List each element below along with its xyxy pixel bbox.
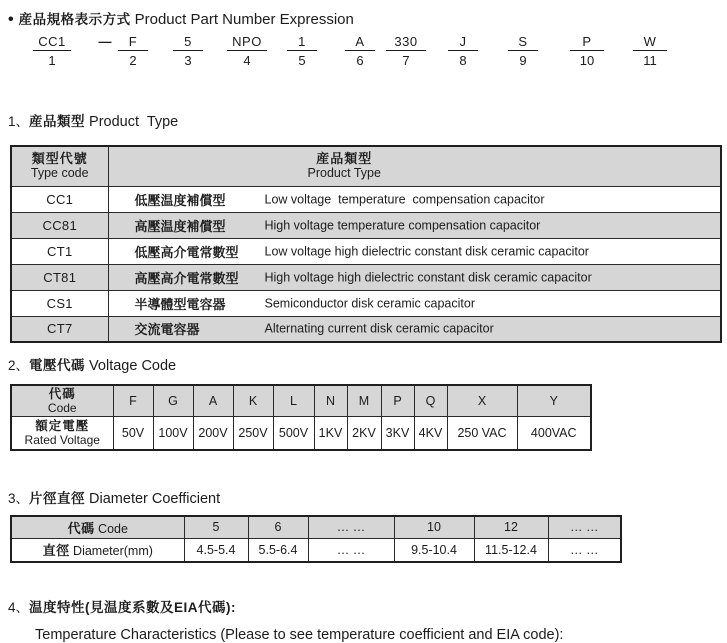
- dash-separator: —: [98, 34, 112, 49]
- part-code: P: [570, 34, 604, 51]
- voltage-code-cell: M: [347, 385, 381, 416]
- part-segment: [118, 34, 148, 68]
- part-position: 6: [356, 53, 364, 68]
- part-position: 1: [48, 53, 56, 68]
- part-code: A: [345, 34, 375, 51]
- section2-heading: [8, 357, 727, 375]
- type-name-en: High voltage temperature compensation capacitor: [264, 218, 541, 232]
- type-name-en: Alternating current disk ceramic capacitor: [264, 321, 494, 336]
- type-name-zh: 交流電容器: [134, 322, 200, 338]
- voltage-code-cell: F: [113, 385, 153, 416]
- rated-voltage-cell: 2KV: [347, 416, 381, 450]
- table-row: [11, 290, 721, 316]
- section2-heading-zh: 電壓代碼: [29, 358, 86, 373]
- diameter-value-cell: … …: [308, 538, 394, 562]
- table-row: [11, 238, 721, 264]
- part-code: J: [448, 34, 478, 51]
- diameter-code-label-zh: 代碼: [67, 520, 95, 536]
- diameter-value-cell: … …: [548, 538, 621, 562]
- diameter-value-cell: 5.5-6.4: [248, 538, 308, 562]
- diameter-code-label-cell: [11, 516, 184, 538]
- diameter-value-cell: 11.5-12.4: [474, 538, 548, 562]
- rated-voltage-cell: 4KV: [414, 416, 447, 450]
- part-segment: [227, 34, 267, 68]
- header-row: [11, 385, 591, 416]
- part-position: 10: [579, 53, 595, 68]
- type-name-en: High voltage high dielectric constant disk ceramic capacitor: [264, 270, 592, 284]
- part-segment: [33, 34, 71, 68]
- voltage-code-cell: N: [314, 385, 347, 416]
- product-type-header-en: Product Type: [307, 166, 381, 181]
- section4-heading: [8, 599, 727, 617]
- part-segment: [386, 34, 426, 68]
- part-position: 11: [643, 53, 657, 68]
- part-position: 8: [459, 53, 467, 68]
- code-label-cell: [11, 385, 113, 416]
- type-code-cell: CC81: [11, 212, 108, 238]
- product-type-cell: [108, 290, 721, 316]
- section4-heading-en: Temperature Characteristics (Please to see temperature coefficient and EIA code):: [35, 627, 564, 643]
- type-name-en: Semiconductor disk ceramic capacitor: [264, 296, 475, 310]
- voltage-code-cell: L: [273, 385, 314, 416]
- page-title: [0, 0, 727, 30]
- part-code: NPO: [227, 34, 267, 51]
- section-number: 2、: [8, 358, 30, 373]
- product-type-header-inner: [109, 151, 721, 181]
- part-position: 2: [129, 53, 137, 68]
- type-code-cell: CS1: [11, 290, 108, 316]
- header-row: [11, 516, 621, 538]
- section3-heading-en-text: Diameter Coefficient: [89, 491, 221, 507]
- table-row: [11, 316, 721, 342]
- product-type-table: [10, 145, 722, 343]
- rated-voltage-label-cell: [11, 416, 113, 450]
- diameter-code-label-en: Code: [94, 521, 128, 536]
- diameter-code-cell: … …: [308, 516, 394, 538]
- code-label-zh: 代碼: [48, 386, 76, 401]
- product-type-cell: [108, 212, 721, 238]
- section1-heading-en-text: Product Type: [89, 114, 179, 130]
- part-segment: [448, 34, 478, 68]
- part-position: 3: [184, 53, 192, 68]
- diameter-code-cell: 10: [394, 516, 474, 538]
- section3-heading: [8, 490, 727, 508]
- product-type-cell: [108, 238, 721, 264]
- type-name-zh: 半導體型電容器: [134, 296, 226, 312]
- page-title-en: Product Part Number Expression: [134, 11, 354, 28]
- voltage-code-cell: Q: [414, 385, 447, 416]
- type-name-zh: 高壓高介電常數型: [134, 270, 239, 286]
- bullet-icon: •: [8, 11, 14, 28]
- code-label-en: Code: [47, 400, 77, 415]
- part-segment: [173, 34, 203, 68]
- voltage-code-cell: G: [153, 385, 193, 416]
- diameter-value-cell: 4.5-5.4: [184, 538, 248, 562]
- type-code-cell: CC1: [11, 186, 108, 212]
- section1-heading-zh: 産品類型: [29, 114, 86, 129]
- type-name-zh: 高壓温度補償型: [134, 218, 226, 234]
- voltage-code-cell: K: [233, 385, 273, 416]
- part-position: 9: [519, 53, 527, 68]
- diameter-code-cell: 6: [248, 516, 308, 538]
- rated-voltage-cell: 100V: [153, 416, 193, 450]
- part-code: 1: [287, 34, 317, 51]
- diameter-code-cell: 12: [474, 516, 548, 538]
- voltage-code-cell: Y: [517, 385, 591, 416]
- part-segment: [633, 34, 667, 68]
- type-name-zh: 低壓温度補償型: [134, 192, 226, 208]
- rated-voltage-cell: 1KV: [314, 416, 347, 450]
- type-code-header-cell: [11, 146, 108, 186]
- type-code-cell: CT7: [11, 316, 108, 342]
- section2-heading-en: Voltage Code: [85, 358, 177, 374]
- product-type-header-cell: [108, 146, 721, 186]
- voltage-code-cell: X: [447, 385, 517, 416]
- table-row: [11, 212, 721, 238]
- section-number: 4、: [8, 600, 30, 615]
- part-position: 4: [243, 53, 251, 68]
- rated-voltage-label-zh: 額定電壓: [35, 418, 90, 433]
- type-code-header-en: Type code: [30, 166, 89, 181]
- section4-heading-zh: 温度特性(見温度系數及EIA代碼):: [29, 600, 237, 615]
- part-segment: [570, 34, 604, 68]
- section-number: 1、: [8, 114, 30, 129]
- diameter-value-label-cell: [11, 538, 184, 562]
- part-segment: [345, 34, 375, 68]
- part-code: 330: [386, 34, 426, 51]
- table-row: [11, 538, 621, 562]
- diameter-code-cell: 5: [184, 516, 248, 538]
- part-code: 5: [173, 34, 203, 51]
- header-row: [11, 146, 721, 186]
- voltage-code-table: [10, 384, 592, 451]
- diameter-value-label-en: Diameter(mm): [69, 544, 153, 559]
- part-code: F: [118, 34, 148, 51]
- type-code-cell: CT81: [11, 264, 108, 290]
- type-name-zh: 低壓高介電常數型: [134, 244, 239, 260]
- product-type-cell: [108, 186, 721, 212]
- voltage-code-cell: A: [193, 385, 233, 416]
- table-row: [11, 416, 591, 450]
- type-name-en: Low voltage high dielectric constant disk ceramic capacitor: [264, 244, 589, 258]
- part-number-expression: [0, 34, 727, 76]
- part-code: CC1: [33, 34, 71, 51]
- product-type-cell: [108, 316, 721, 342]
- page-title-zh: 産品規格表示方式: [18, 12, 131, 27]
- product-type-cell: [108, 264, 721, 290]
- rated-voltage-cell: 400VAC: [517, 416, 591, 450]
- rated-voltage-label-en: Rated Voltage: [24, 432, 100, 447]
- part-code: S: [508, 34, 538, 51]
- voltage-code-cell: P: [381, 385, 414, 416]
- rated-voltage-cell: 200V: [193, 416, 233, 450]
- table-row: [11, 264, 721, 290]
- section3-heading-zh: 片徑直徑: [29, 491, 86, 506]
- diameter-code-cell: … …: [548, 516, 621, 538]
- diameter-value-label-zh: 直徑: [42, 543, 70, 559]
- diameter-value-cell: 9.5-10.4: [394, 538, 474, 562]
- diameter-table: [10, 515, 622, 563]
- part-code: W: [633, 34, 667, 51]
- part-position: 7: [402, 53, 410, 68]
- rated-voltage-cell: 500V: [273, 416, 314, 450]
- product-type-header-zh: 産品類型: [316, 151, 373, 167]
- rated-voltage-cell: 250 VAC: [447, 416, 517, 450]
- rated-voltage-cell: 50V: [113, 416, 153, 450]
- rated-voltage-cell: 3KV: [381, 416, 414, 450]
- section-number: 3、: [8, 491, 30, 506]
- rated-voltage-cell: 250V: [233, 416, 273, 450]
- type-code-cell: CT1: [11, 238, 108, 264]
- section1-heading: [8, 113, 727, 131]
- part-position: 5: [298, 53, 306, 68]
- part-segment: [287, 34, 317, 68]
- table-row: [11, 186, 721, 212]
- part-segment: [508, 34, 538, 68]
- type-code-header-zh: 類型代號: [31, 151, 88, 167]
- type-name-en: Low voltage temperature compensation capacitor: [264, 192, 545, 206]
